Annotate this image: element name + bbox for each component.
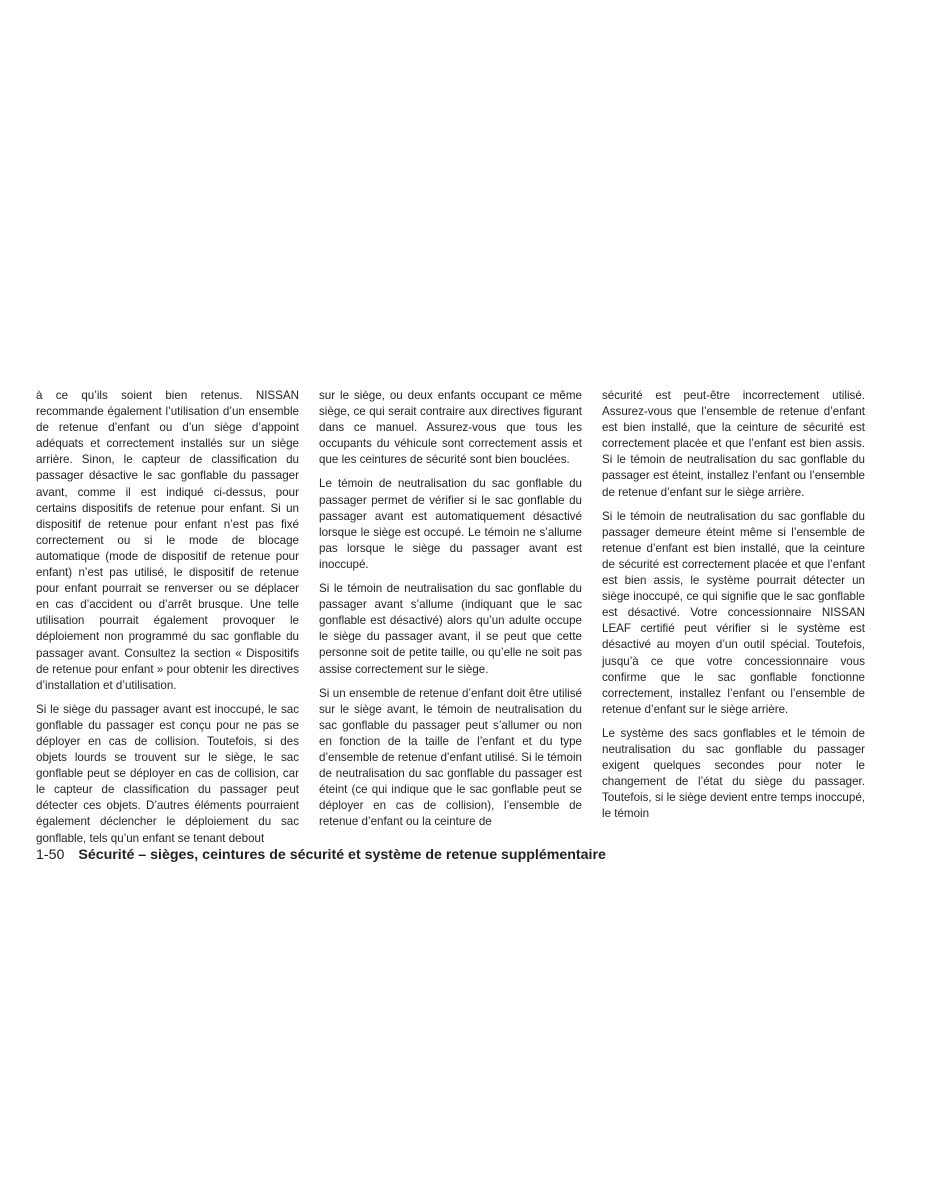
text-column-2 [319, 388, 582, 838]
paragraph: Le témoin de neutralisation du sac gonflable du passager permet de vérifier si le sac gonflable du passager avant est automatiquement désactivé lorsque le siège est occupé. Le témoin ne s’allume pas lorsque le siège du passager avant est inoccupé. [319, 477, 582, 571]
paragraph: Si le siège du passager avant est inoccupé, le sac gonflable du passager est conçu pour ne pas se déployer en cas de collision. Toutefois, si des objets lourds se trouvent sur le siège, le sac gonflable peut se déployer en cas de collision, car le capteur de classification du passager peut détecter ces objets. D’autres éléments pourraient également déclencher le déploiement du sac gonflable, tels qu’un enfant se tenant debout [36, 702, 299, 845]
page-number: 1-50 [36, 847, 65, 863]
paragraph: Si le témoin de neutralisation du sac gonflable du passager demeure éteint même si l’ensemble de retenue d’enfant est bien installé, que la ceinture de sécurité est correctement placée et que l’enfant est bien assis, le système pourrait détecter un siège inoccupé, ce qui signifie que le sac gonflable est désactivé. Votre concessionnaire NISSAN LEAF certifié peut vérifier si le système est désactivé au moyen d’un outil spécial. Toutefois, jusqu’à ce que votre concessionnaire vous confirme que le sac gonflable fonctionne correctement, installez l’enfant ou l’ensemble de retenue d’enfant sur le siège arrière. [602, 509, 865, 716]
paragraph: sur le siège, ou deux enfants occupant ce même siège, ce qui serait contraire aux directives figurant dans ce manuel. Assurez-vous que tous les occupants du véhicule sont correctement assis et que les ceintures de sécurité sont bien bouclées. [319, 389, 582, 467]
paragraph: sécurité est peut-être incorrectement utilisé. Assurez-vous que l’ensemble de retenue d’enfant est bien installé, que la ceinture de sécurité est correctement placée et que l’enfant est bien assis. Si le témoin de neutralisation du sac gonflable du passager est éteint, installez l’enfant ou l’ensemble de retenue d’enfant sur le siège arrière. [602, 389, 865, 499]
page-footer [36, 846, 606, 864]
paragraph: Si le témoin de neutralisation du sac gonflable du passager avant s’allume (indiquant que le sac gonflable est désactivé) alors qu’un adulte occupe le siège du passager avant, il se peut que cette personne soit de petite taille, ou qu’elle ne soit pas assise correctement sur le siège. [319, 582, 582, 676]
paragraph: à ce qu’ils soient bien retenus. NISSAN recommande également l’utilisation d’un ensemble de retenue d’enfant ou d’un siège d’appoint adéquats et correctement installés sur un siège arrière. Sinon, le capteur de classification du passager désactive le sac gonflable du passager avant, comme il est indiqué ci-dessus, pour certains dispositifs de retenue pour enfant. Si un dispositif de retenue pour enfant n’est pas fixé correctement ou si le mode de blocage automatique (mode de dispositif de retenue pour enfant) n’est pas utilisé, le dispositif de retenue pour enfant pourrait se renverser ou se déplacer en cas d’accident ou d’arrêt brusque. Une telle utilisation pourrait également provoquer le déploiement non programmé du sac gonflable du passager avant. Consultez la section « Dispositifs de retenue pour enfant » pour obtenir les directives d’installation et d’utilisation. [36, 389, 299, 692]
paragraph: Le système des sacs gonflables et le témoin de neutralisation du sac gonflable du passager exigent quelques secondes pour noter le changement de l’état du siège du passager. Toutefois, si le siège devient entre temps inoccupé, le témoin [602, 726, 865, 821]
paragraph: Si un ensemble de retenue d’enfant doit être utilisé sur le siège avant, le témoin de neutralisation du sac gonflable du passager peut s’allumer ou non en fonction de la taille de l’enfant et du type d’ensemble de retenue d’enfant utilisé. Si le témoin de neutralisation du sac gonflable du passager est éteint (ce qui indique que le sac gonflable peut se déployer en cas de collision), l’ensemble de retenue d’enfant ou la ceinture de [319, 686, 582, 829]
text-column-1 [36, 388, 299, 855]
section-title: Sécurité – sièges, ceintures de sécurité et système de retenue supplémentaire [78, 847, 606, 863]
text-column-3 [602, 388, 865, 830]
